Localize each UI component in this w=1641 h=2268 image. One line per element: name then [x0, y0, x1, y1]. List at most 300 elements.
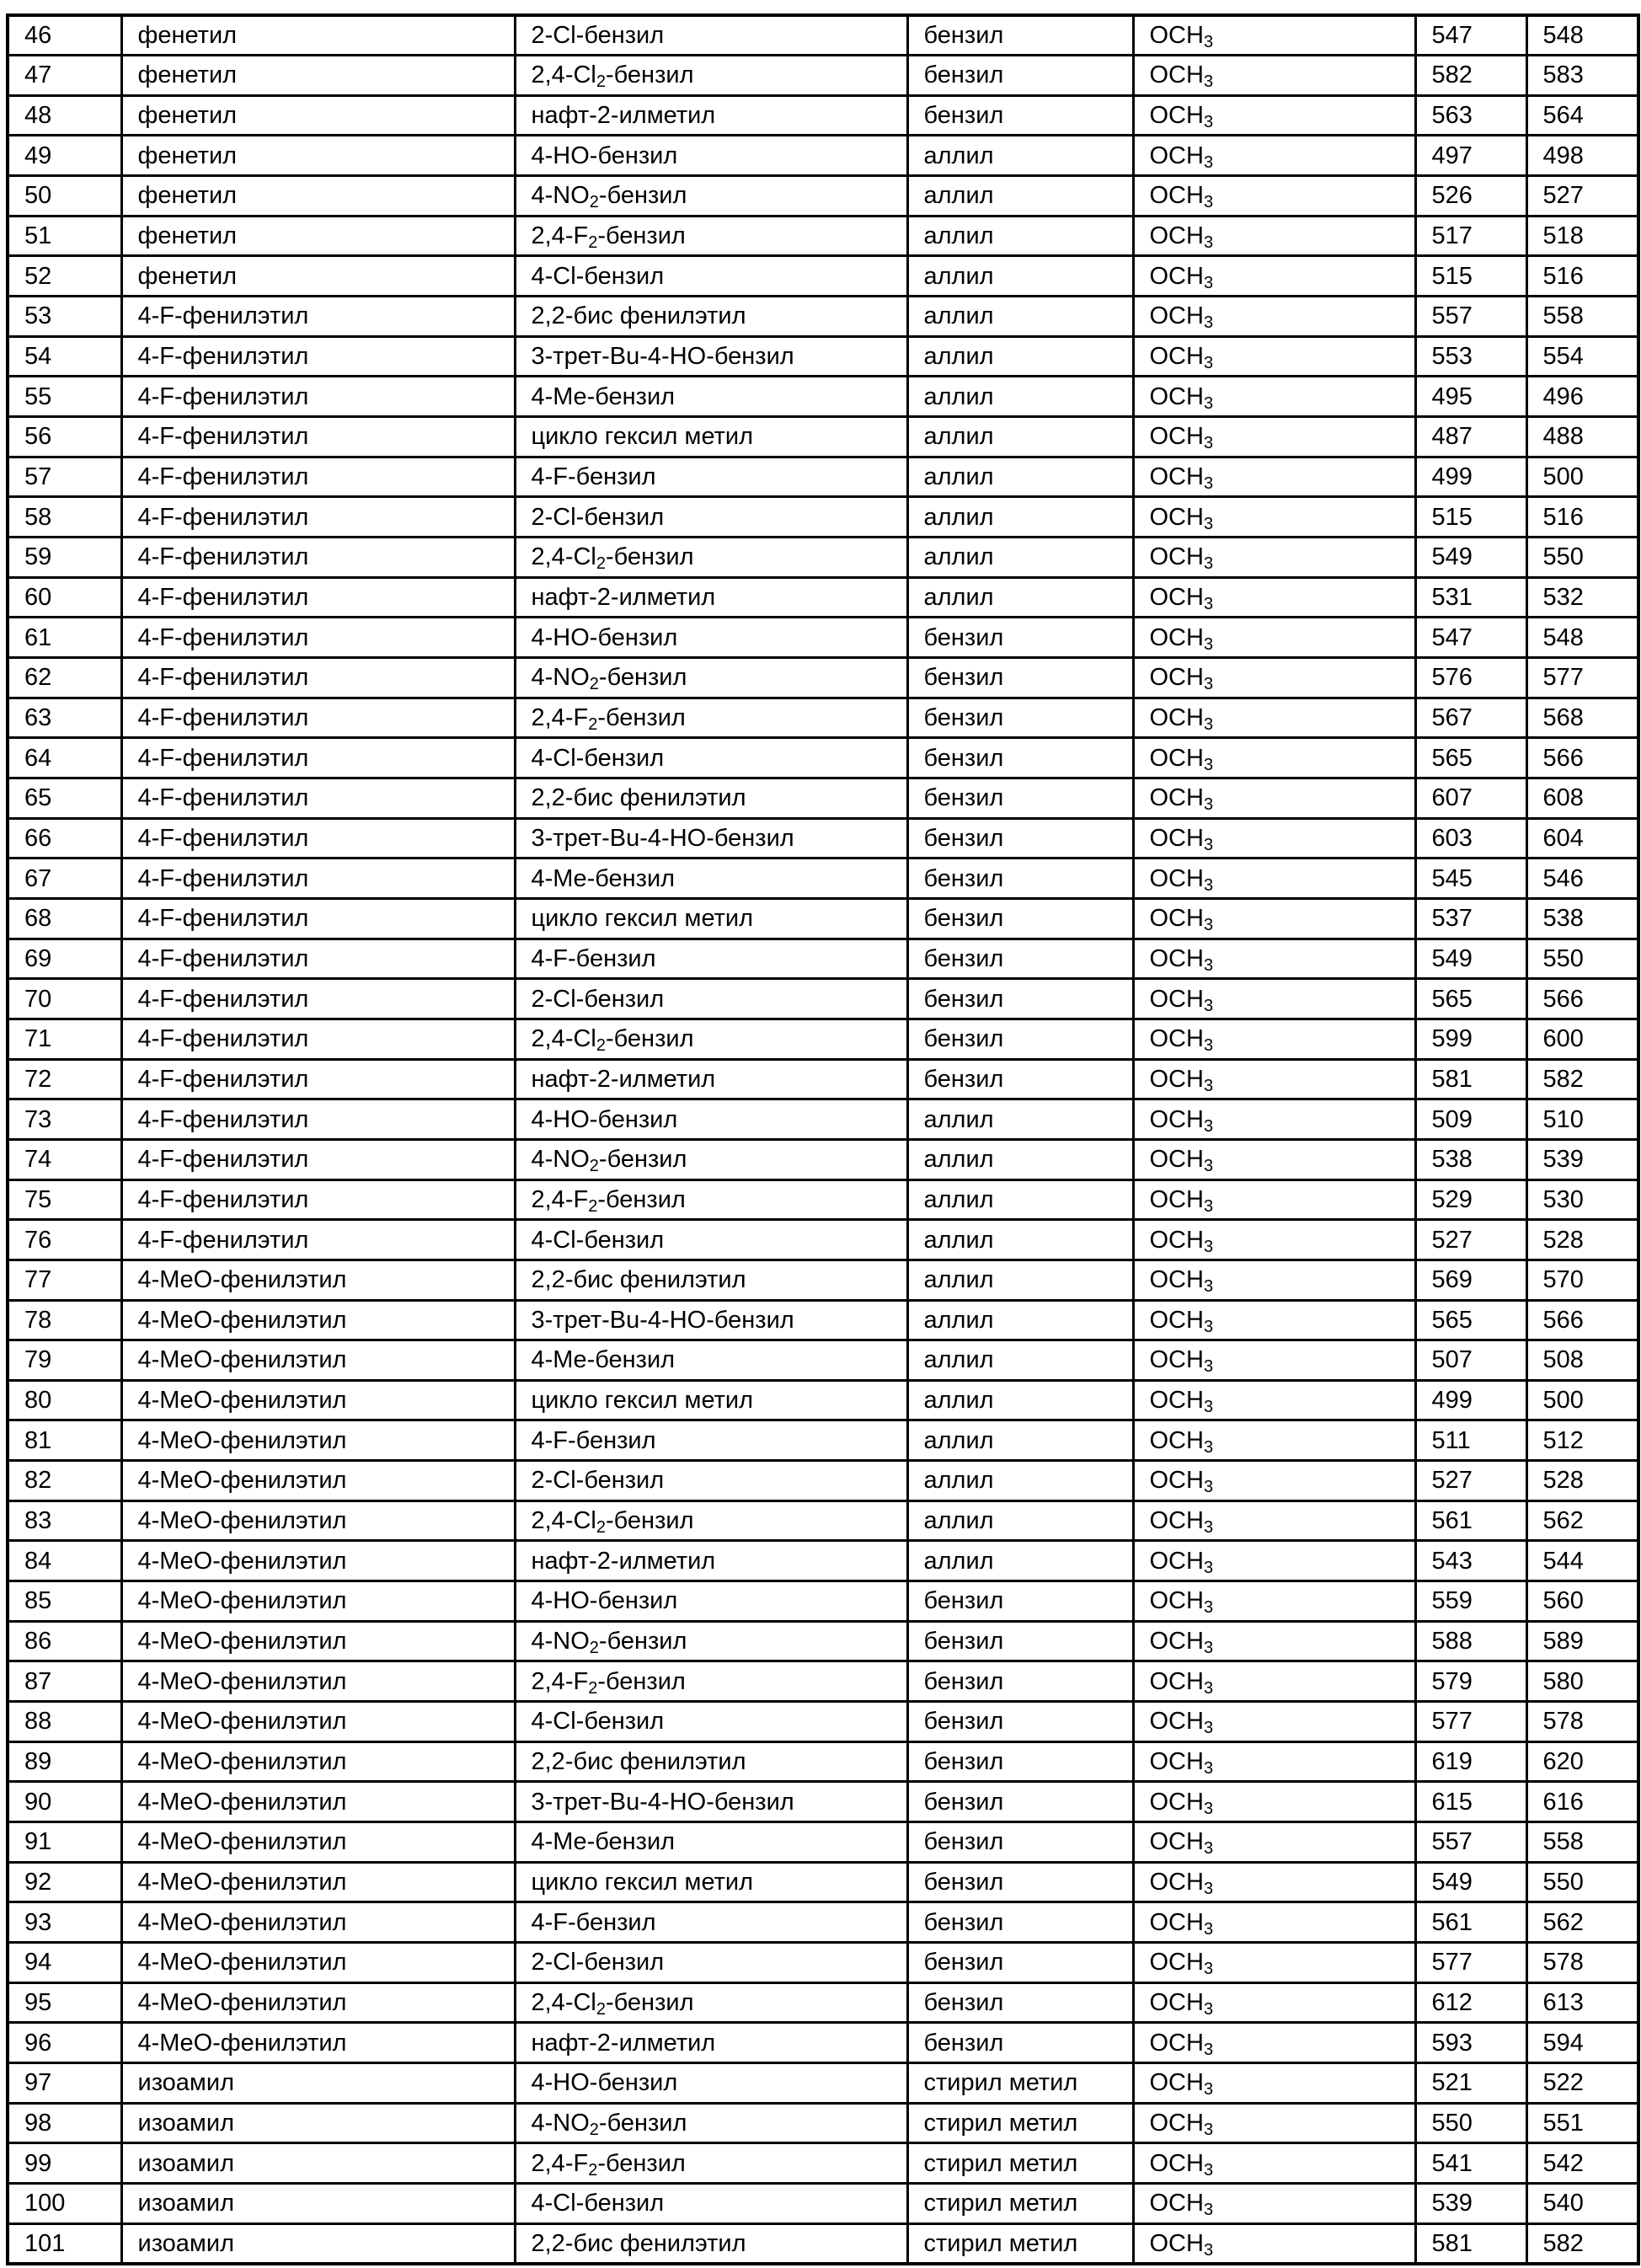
mass-value-2-cell: 580 [1526, 1661, 1638, 1702]
substituent-r3-cell: аллил [907, 1179, 1133, 1220]
substituent-r3-cell: аллил [907, 538, 1133, 578]
compound-number-cell: 49 [8, 136, 121, 176]
substituent-r1-cell: 4-MeO-фенилэтил [121, 1862, 515, 1902]
compound-number-cell: 92 [8, 1862, 121, 1902]
substituent-r1-cell: изоамил [121, 2062, 515, 2103]
table-row [8, 1099, 1638, 1140]
substituent-r3-cell: аллил [907, 417, 1133, 457]
compound-number-cell: 70 [8, 979, 121, 1019]
substituent-r2-cell: 4-F-бензил [515, 1420, 907, 1461]
substituent-r2-cell: 2,2-бис фенилэтил [515, 1260, 907, 1300]
substituent-r3-cell: бензил [907, 2023, 1133, 2063]
mass-value-2-cell: 568 [1526, 698, 1638, 738]
substituent-r4-cell: OCH3 [1133, 457, 1415, 497]
substituent-r1-cell: 4-F-фенилэтил [121, 658, 515, 698]
substituent-r4-cell: OCH3 [1133, 1380, 1415, 1420]
substituent-r1-cell: 4-MeO-фенилэтил [121, 1581, 515, 1622]
mass-value-1-cell: 521 [1415, 2062, 1526, 2103]
substituent-r3-cell: аллил [907, 336, 1133, 377]
mass-value-1-cell: 549 [1415, 939, 1526, 979]
compound-number-cell: 53 [8, 297, 121, 337]
substituent-r2-cell: нафт-2-илметил [515, 1059, 907, 1099]
substituent-r3-cell: стирил метил [907, 2223, 1133, 2264]
subscript: 3 [1204, 1800, 1213, 1818]
substituent-r3-cell: бензил [907, 1741, 1133, 1782]
table-row [8, 1500, 1638, 1541]
substituent-r3-cell: бензил [907, 618, 1133, 658]
subscript: 3 [1204, 836, 1213, 854]
compound-number-cell: 94 [8, 1943, 121, 1983]
compound-number-cell: 54 [8, 336, 121, 377]
subscript: 2 [588, 233, 597, 252]
mass-value-1-cell: 565 [1415, 738, 1526, 778]
substituent-r4-cell: OCH3 [1133, 136, 1415, 176]
substituent-r4-cell: OCH3 [1133, 898, 1415, 939]
substituent-r2-cell: 4-Me-бензил [515, 377, 907, 417]
substituent-r2-cell: 4-HO-бензил [515, 618, 907, 658]
substituent-r4-cell: OCH3 [1133, 176, 1415, 217]
mass-value-1-cell: 577 [1415, 1702, 1526, 1742]
mass-value-1-cell: 588 [1415, 1621, 1526, 1661]
substituent-r1-cell: 4-F-фенилэтил [121, 1139, 515, 1179]
table-row [8, 1741, 1638, 1782]
subscript: 3 [1204, 1719, 1213, 1737]
table-row [8, 1541, 1638, 1581]
mass-value-2-cell: 530 [1526, 1179, 1638, 1220]
substituent-r1-cell: фенетил [121, 56, 515, 96]
mass-value-2-cell: 582 [1526, 2223, 1638, 2264]
substituent-r3-cell: бензил [907, 979, 1133, 1019]
mass-value-2-cell: 570 [1526, 1260, 1638, 1300]
subscript: 3 [1204, 876, 1213, 895]
compound-number-cell: 73 [8, 1099, 121, 1140]
substituent-r1-cell: 4-MeO-фенилэтил [121, 1982, 515, 2023]
substituent-r4-cell: OCH3 [1133, 1661, 1415, 1702]
substituent-r4-cell: OCH3 [1133, 15, 1415, 56]
substituent-r4-cell: OCH3 [1133, 778, 1415, 818]
substituent-r1-cell: 4-F-фенилэтил [121, 497, 515, 538]
mass-value-1-cell: 549 [1415, 1862, 1526, 1902]
compound-number-cell: 72 [8, 1059, 121, 1099]
substituent-r4-cell: OCH3 [1133, 1179, 1415, 1220]
mass-value-2-cell: 582 [1526, 1059, 1638, 1099]
subscript: 2 [590, 2121, 599, 2139]
mass-value-1-cell: 550 [1415, 2103, 1526, 2143]
substituent-r2-cell: 2,4-Cl2-бензил [515, 56, 907, 96]
substituent-r3-cell: стирил метил [907, 2062, 1133, 2103]
compound-number-cell: 87 [8, 1661, 121, 1702]
substituent-r2-cell: 2,4-F2-бензил [515, 2143, 907, 2184]
substituent-r4-cell: OCH3 [1133, 738, 1415, 778]
mass-value-1-cell: 538 [1415, 1139, 1526, 1179]
substituent-r1-cell: 4-MeO-фенилэтил [121, 1461, 515, 1501]
substituent-r4-cell: OCH3 [1133, 1019, 1415, 1059]
substituent-r3-cell: бензил [907, 698, 1133, 738]
substituent-r3-cell: аллил [907, 457, 1133, 497]
compound-number-cell: 46 [8, 15, 121, 56]
table-row [8, 1581, 1638, 1622]
mass-value-1-cell: 619 [1415, 1741, 1526, 1782]
substituent-r3-cell: стирил метил [907, 2143, 1133, 2184]
substituent-r2-cell: 4-HO-бензил [515, 1099, 907, 1140]
subscript: 2 [588, 1679, 597, 1698]
substituent-r2-cell: цикло гексил метил [515, 1862, 907, 1902]
mass-value-2-cell: 542 [1526, 2143, 1638, 2184]
table-row [8, 1822, 1638, 1863]
table-row [8, 538, 1638, 578]
substituent-r1-cell: 4-F-фенилэтил [121, 1059, 515, 1099]
mass-value-1-cell: 507 [1415, 1340, 1526, 1381]
substituent-r4-cell: OCH3 [1133, 939, 1415, 979]
substituent-r2-cell: 3-трет-Bu-4-HO-бензил [515, 336, 907, 377]
substituent-r3-cell: аллил [907, 1380, 1133, 1420]
substituent-r4-cell: OCH3 [1133, 1862, 1415, 1902]
compound-number-cell: 77 [8, 1260, 121, 1300]
mass-value-1-cell: 576 [1415, 658, 1526, 698]
table-row [8, 898, 1638, 939]
substituent-r2-cell: 4-Cl-бензил [515, 738, 907, 778]
mass-value-2-cell: 550 [1526, 1862, 1638, 1902]
substituent-r1-cell: 4-MeO-фенилэтил [121, 1260, 515, 1300]
subscript: 3 [1204, 2041, 1213, 2059]
table-row [8, 979, 1638, 1019]
mass-value-1-cell: 557 [1415, 297, 1526, 337]
substituent-r3-cell: бензил [907, 939, 1133, 979]
substituent-r1-cell: 4-F-фенилэтил [121, 1019, 515, 1059]
substituent-r4-cell: OCH3 [1133, 1822, 1415, 1863]
substituent-r2-cell: 4-F-бензил [515, 1902, 907, 1943]
substituent-r1-cell: 4-F-фенилэтил [121, 738, 515, 778]
substituent-r1-cell: 4-MeO-фенилэтил [121, 1300, 515, 1340]
mass-value-1-cell: 581 [1415, 2223, 1526, 2264]
compound-number-cell: 101 [8, 2223, 121, 2264]
substituent-r2-cell: 2,4-Cl2-бензил [515, 1982, 907, 2023]
compound-number-cell: 55 [8, 377, 121, 417]
substituent-r2-cell: 2,2-бис фенилэтил [515, 297, 907, 337]
subscript: 3 [1204, 2241, 1213, 2260]
substituent-r2-cell: 4-Me-бензил [515, 859, 907, 899]
mass-value-1-cell: 537 [1415, 898, 1526, 939]
substituent-r1-cell: 4-MeO-фенилэтил [121, 1782, 515, 1822]
mass-value-1-cell: 515 [1415, 497, 1526, 538]
compound-number-cell: 62 [8, 658, 121, 698]
table-row [8, 1862, 1638, 1902]
substituent-r2-cell: 2,4-Cl2-бензил [515, 538, 907, 578]
compound-number-cell: 79 [8, 1340, 121, 1381]
substituent-r3-cell: бензил [907, 1661, 1133, 1702]
subscript: 3 [1204, 274, 1213, 292]
mass-value-1-cell: 539 [1415, 2183, 1526, 2223]
subscript: 3 [1204, 756, 1213, 774]
table-row [8, 457, 1638, 497]
mass-value-1-cell: 553 [1415, 336, 1526, 377]
subscript: 3 [1204, 1518, 1213, 1537]
subscript: 3 [1204, 1357, 1213, 1376]
substituent-r1-cell: 4-F-фенилэтил [121, 979, 515, 1019]
substituent-r4-cell: OCH3 [1133, 1702, 1415, 1742]
mass-value-2-cell: 578 [1526, 1702, 1638, 1742]
mass-value-2-cell: 594 [1526, 2023, 1638, 2063]
compound-number-cell: 58 [8, 497, 121, 538]
mass-value-2-cell: 558 [1526, 1822, 1638, 1863]
table-row [8, 778, 1638, 818]
table-row [8, 738, 1638, 778]
mass-value-2-cell: 616 [1526, 1782, 1638, 1822]
table-row [8, 1300, 1638, 1340]
subscript: 3 [1204, 595, 1213, 613]
substituent-r4-cell: OCH3 [1133, 538, 1415, 578]
mass-value-2-cell: 560 [1526, 1581, 1638, 1622]
substituent-r1-cell: 4-F-фенилэтил [121, 538, 515, 578]
substituent-r2-cell: 4-F-бензил [515, 457, 907, 497]
mass-value-1-cell: 527 [1415, 1220, 1526, 1260]
mass-value-2-cell: 620 [1526, 1741, 1638, 1782]
table-row [8, 1902, 1638, 1943]
compound-number-cell: 88 [8, 1702, 121, 1742]
subscript: 3 [1204, 233, 1213, 252]
subscript: 3 [1204, 1077, 1213, 1095]
compound-number-cell: 96 [8, 2023, 121, 2063]
substituent-r1-cell: 4-MeO-фенилэтил [121, 1902, 515, 1943]
mass-value-1-cell: 559 [1415, 1581, 1526, 1622]
table-row [8, 2103, 1638, 2143]
subscript: 3 [1204, 1277, 1213, 1296]
substituent-r1-cell: 4-MeO-фенилэтил [121, 1741, 515, 1782]
mass-value-2-cell: 538 [1526, 898, 1638, 939]
subscript: 3 [1204, 635, 1213, 654]
substituent-r2-cell: 2,4-F2-бензил [515, 216, 907, 256]
compound-number-cell: 57 [8, 457, 121, 497]
mass-value-1-cell: 527 [1415, 1461, 1526, 1501]
substituent-r1-cell: 4-F-фенилэтил [121, 336, 515, 377]
substituent-r3-cell: бензил [907, 1862, 1133, 1902]
mass-value-2-cell: 488 [1526, 417, 1638, 457]
subscript: 2 [590, 1639, 599, 1657]
substituent-r3-cell: бензил [907, 1902, 1133, 1943]
table-row [8, 1019, 1638, 1059]
substituent-r4-cell: OCH3 [1133, 1059, 1415, 1099]
subscript: 3 [1204, 795, 1213, 814]
substituent-r3-cell: бензил [907, 1621, 1133, 1661]
mass-value-1-cell: 487 [1415, 417, 1526, 457]
table-row [8, 56, 1638, 96]
subscript: 3 [1204, 474, 1213, 493]
mass-value-1-cell: 511 [1415, 1420, 1526, 1461]
substituent-r3-cell: стирил метил [907, 2103, 1133, 2143]
substituent-r2-cell: 2,4-Cl2-бензил [515, 1019, 907, 1059]
substituent-r2-cell: 3-трет-Bu-4-HO-бензил [515, 818, 907, 859]
compound-number-cell: 66 [8, 818, 121, 859]
compound-number-cell: 56 [8, 417, 121, 457]
compound-number-cell: 83 [8, 1500, 121, 1541]
mass-value-2-cell: 562 [1526, 1902, 1638, 1943]
substituent-r1-cell: изоамил [121, 2183, 515, 2223]
substituent-r1-cell: изоамил [121, 2143, 515, 2184]
substituent-r3-cell: бензил [907, 1059, 1133, 1099]
subscript: 3 [1204, 1238, 1213, 1256]
substituent-r4-cell: OCH3 [1133, 2103, 1415, 2143]
mass-value-2-cell: 528 [1526, 1461, 1638, 1501]
mass-value-2-cell: 604 [1526, 818, 1638, 859]
mass-value-1-cell: 547 [1415, 618, 1526, 658]
substituent-r2-cell: 2,4-F2-бензил [515, 1661, 907, 1702]
substituent-r1-cell: 4-F-фенилэтил [121, 377, 515, 417]
compound-number-cell: 48 [8, 95, 121, 136]
substituent-r1-cell: изоамил [121, 2223, 515, 2264]
substituent-r4-cell: OCH3 [1133, 1461, 1415, 1501]
compound-number-cell: 76 [8, 1220, 121, 1260]
substituent-r3-cell: аллил [907, 1139, 1133, 1179]
compound-number-cell: 80 [8, 1380, 121, 1420]
substituent-r1-cell: фенетил [121, 136, 515, 176]
subscript: 3 [1204, 1036, 1213, 1055]
table-row [8, 336, 1638, 377]
substituent-r1-cell: 4-F-фенилэтил [121, 698, 515, 738]
substituent-r4-cell: OCH3 [1133, 95, 1415, 136]
table-row [8, 859, 1638, 899]
table-body [8, 15, 1638, 2264]
table-row [8, 1982, 1638, 2023]
substituent-r3-cell: бензил [907, 778, 1133, 818]
substituent-r1-cell: 4-F-фенилэтил [121, 577, 515, 618]
substituent-r1-cell: 4-F-фенилэтил [121, 778, 515, 818]
table-row [8, 2223, 1638, 2264]
substituent-r1-cell: 4-MeO-фенилэтил [121, 1822, 515, 1863]
table-row [8, 1139, 1638, 1179]
mass-value-1-cell: 565 [1415, 979, 1526, 1019]
substituent-r4-cell: OCH3 [1133, 2023, 1415, 2063]
substituent-r1-cell: 4-F-фенилэтил [121, 1179, 515, 1220]
substituent-r4-cell: OCH3 [1133, 1741, 1415, 1782]
substituent-r4-cell: OCH3 [1133, 1340, 1415, 1381]
mass-value-1-cell: 569 [1415, 1260, 1526, 1300]
subscript: 3 [1204, 1478, 1213, 1496]
substituent-r2-cell: 2,4-F2-бензил [515, 698, 907, 738]
substituent-r3-cell: бензил [907, 1943, 1133, 1983]
subscript: 2 [596, 1036, 606, 1055]
compound-number-cell: 100 [8, 2183, 121, 2223]
compound-number-cell: 89 [8, 1741, 121, 1782]
substituent-r2-cell: 4-Cl-бензил [515, 1220, 907, 1260]
subscript: 3 [1204, 715, 1213, 734]
table-row [8, 15, 1638, 56]
mass-value-1-cell: 615 [1415, 1782, 1526, 1822]
substituent-r3-cell: аллил [907, 1099, 1133, 1140]
mass-value-2-cell: 510 [1526, 1099, 1638, 1140]
substituent-r1-cell: 4-MeO-фенилэтил [121, 1702, 515, 1742]
compound-number-cell: 50 [8, 176, 121, 217]
substituent-r4-cell: OCH3 [1133, 256, 1415, 297]
substituent-r2-cell: 4-Me-бензил [515, 1822, 907, 1863]
compound-number-cell: 91 [8, 1822, 121, 1863]
subscript: 2 [596, 72, 606, 91]
mass-value-2-cell: 522 [1526, 2062, 1638, 2103]
substituent-r4-cell: OCH3 [1133, 1099, 1415, 1140]
subscript: 3 [1204, 2080, 1213, 2099]
mass-value-1-cell: 517 [1415, 216, 1526, 256]
substituent-r1-cell: 4-MeO-фенилэтил [121, 1340, 515, 1381]
compound-number-cell: 98 [8, 2103, 121, 2143]
substituent-r3-cell: аллил [907, 256, 1133, 297]
substituent-r1-cell: 4-F-фенилэтил [121, 818, 515, 859]
subscript: 2 [596, 2000, 606, 2019]
mass-value-1-cell: 593 [1415, 2023, 1526, 2063]
substituent-r2-cell: цикло гексил метил [515, 1380, 907, 1420]
substituent-r3-cell: бензил [907, 658, 1133, 698]
substituent-r2-cell: цикло гексил метил [515, 417, 907, 457]
substituent-r2-cell: 4-NO2-бензил [515, 2103, 907, 2143]
mass-value-1-cell: 557 [1415, 1822, 1526, 1863]
compound-number-cell: 68 [8, 898, 121, 939]
table-row [8, 1220, 1638, 1260]
mass-value-2-cell: 516 [1526, 256, 1638, 297]
substituent-r4-cell: OCH3 [1133, 1982, 1415, 2023]
table-row [8, 658, 1638, 698]
subscript: 3 [1204, 2121, 1213, 2139]
compound-number-cell: 71 [8, 1019, 121, 1059]
substituent-r1-cell: изоамил [121, 2103, 515, 2143]
substituent-r2-cell: нафт-2-илметил [515, 577, 907, 618]
mass-value-1-cell: 526 [1415, 176, 1526, 217]
compound-number-cell: 63 [8, 698, 121, 738]
substituent-r4-cell: OCH3 [1133, 1139, 1415, 1179]
subscript: 3 [1204, 434, 1213, 452]
subscript: 3 [1204, 72, 1213, 91]
subscript: 2 [590, 193, 599, 211]
compound-number-cell: 78 [8, 1300, 121, 1340]
mass-value-2-cell: 551 [1526, 2103, 1638, 2143]
substituent-r4-cell: OCH3 [1133, 1621, 1415, 1661]
table-row [8, 216, 1638, 256]
substituent-r2-cell: 2-Cl-бензил [515, 1943, 907, 1983]
compound-number-cell: 59 [8, 538, 121, 578]
subscript: 3 [1204, 394, 1213, 413]
substituent-r4-cell: OCH3 [1133, 2223, 1415, 2264]
mass-value-2-cell: 550 [1526, 939, 1638, 979]
substituent-r4-cell: OCH3 [1133, 1300, 1415, 1340]
table-row [8, 2023, 1638, 2063]
substituent-r3-cell: бензил [907, 1702, 1133, 1742]
subscript: 3 [1204, 1839, 1213, 1858]
substituent-r2-cell: 4-NO2-бензил [515, 658, 907, 698]
subscript: 3 [1204, 2201, 1213, 2219]
substituent-r3-cell: аллил [907, 497, 1133, 538]
mass-value-2-cell: 608 [1526, 778, 1638, 818]
mass-value-2-cell: 566 [1526, 1300, 1638, 1340]
substituent-r3-cell: аллил [907, 1420, 1133, 1461]
mass-value-1-cell: 579 [1415, 1661, 1526, 1702]
mass-value-1-cell: 547 [1415, 15, 1526, 56]
substituent-r4-cell: OCH3 [1133, 1782, 1415, 1822]
mass-value-2-cell: 496 [1526, 377, 1638, 417]
subscript: 2 [588, 1197, 597, 1216]
substituent-r4-cell: OCH3 [1133, 577, 1415, 618]
mass-value-2-cell: 516 [1526, 497, 1638, 538]
substituent-r2-cell: 4-HO-бензил [515, 2062, 907, 2103]
substituent-r2-cell: цикло гексил метил [515, 898, 907, 939]
mass-value-1-cell: 499 [1415, 457, 1526, 497]
mass-value-1-cell: 607 [1415, 778, 1526, 818]
substituent-r2-cell: 2,2-бис фенилэтил [515, 1741, 907, 1782]
substituent-r3-cell: аллил [907, 1340, 1133, 1381]
mass-value-2-cell: 600 [1526, 1019, 1638, 1059]
subscript: 2 [590, 675, 599, 693]
substituent-r3-cell: аллил [907, 1220, 1133, 1260]
substituent-r3-cell: бензил [907, 898, 1133, 939]
subscript: 3 [1204, 554, 1213, 573]
substituent-r1-cell: 4-MeO-фенилэтил [121, 1420, 515, 1461]
substituent-r3-cell: аллил [907, 216, 1133, 256]
